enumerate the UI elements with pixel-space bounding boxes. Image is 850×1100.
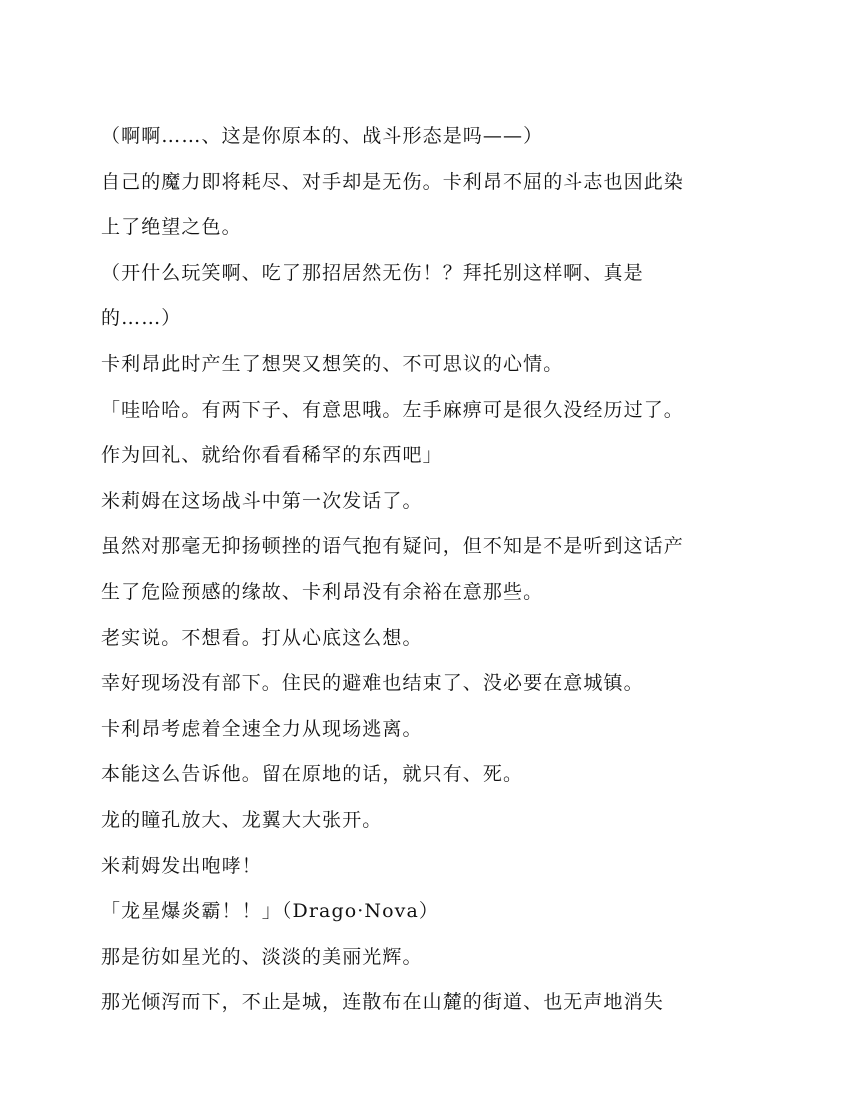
text-line: 生了危险预感的缘故、卡利昂没有余裕在意那些。: [101, 580, 544, 603]
text-line: 那光倾泻而下，不止是城，连散布在山麓的街道、也无声地消失: [101, 991, 664, 1014]
text-line: 虽然对那毫无抑扬顿挫的语气抱有疑问，但不知是不是听到这话产: [101, 535, 684, 558]
text-line: 的……）: [101, 307, 182, 330]
text-line: 老实说。不想看。打从心底这么想。: [101, 626, 423, 649]
text-line: （开什么玩笑啊、吃了那招居然无伤！？拜托别这样啊、真是: [101, 261, 644, 284]
text-line: 「哇哈哈。有两下子、有意思哦。左手麻痹可是很久没经历过了。: [101, 398, 684, 421]
text-line: 那是彷如星光的、淡淡的美丽光辉。: [101, 945, 423, 968]
text-line: 幸好现场没有部下。住民的避难也结束了、没必要在意城镇。: [101, 672, 644, 695]
text-line: 自己的魔力即将耗尽、对手却是无伤。卡利昂不屈的斗志也因此染: [101, 170, 684, 193]
text-line: 卡利昂考虑着全速全力从现场逃离。: [101, 717, 423, 740]
text-line: 上了绝望之色。: [101, 216, 242, 239]
text-line: （啊啊……、这是你原本的、战斗形态是吗——）: [101, 125, 544, 147]
text-line: 「龙星爆炎霸！！」（Drago·Nova）: [101, 900, 440, 923]
text-line: 卡利昂此时产生了想哭又想笑的、不可思议的心情。: [101, 352, 564, 375]
text-line: 作为回礼、就给你看看稀罕的东西吧」: [101, 444, 443, 467]
text-line: 本能这么告诉他。留在原地的话，就只有、死。: [101, 763, 524, 786]
text-line: 米莉姆发出咆哮！: [101, 854, 262, 877]
text-line: 龙的瞳孔放大、龙翼大大张开。: [101, 808, 383, 831]
text-line: 米莉姆在这场战斗中第一次发话了。: [101, 489, 423, 512]
body-text: [101, 114, 741, 1026]
